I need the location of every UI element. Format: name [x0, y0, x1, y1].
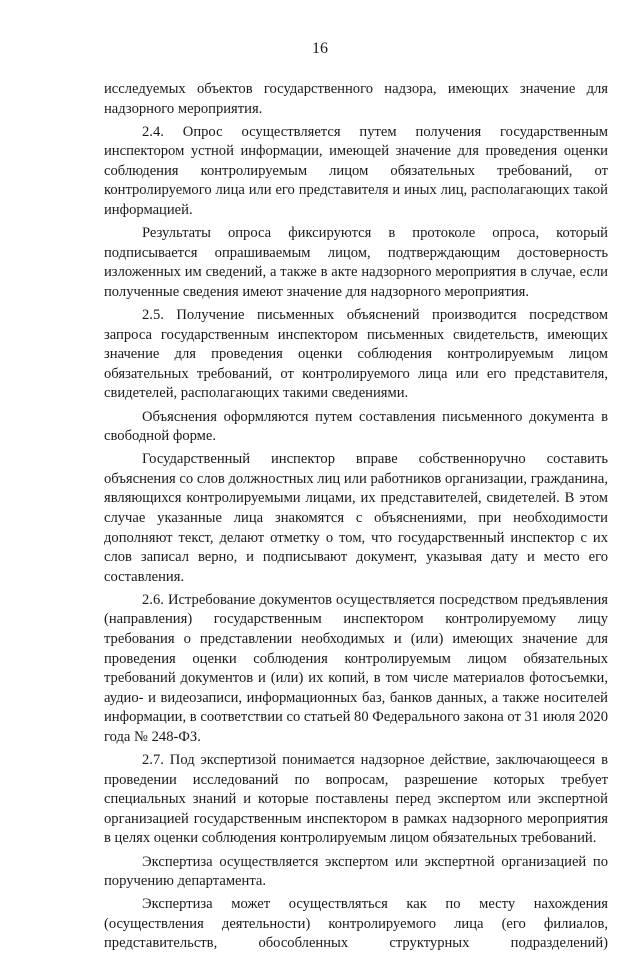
- document-body: [104, 80, 608, 958]
- paragraph-expertise-location: Экспертиза может осуществляться как по месту нахождения (осуществления деятельности) контролируемого лица (его филиалов, представительств, обособленных структурных подразделений): [104, 896, 608, 952]
- paragraph-expertise-performer: Экспертиза осуществляется экспертом или экспертной организацией по поручению департамента.: [104, 853, 608, 890]
- paragraph-2-5-written-explanations: 2.5. Получение письменных объяснений производится посредством запроса государственным инспектором письменных свидетельств, имеющих значение для проведения оценки соблюдения контролируемым лицом обязательных требований, от контролируемого лица или его представителя, свидетелей, располагающих такими сведениями.: [104, 307, 608, 402]
- paragraph-2-6-document-request: 2.6. Истребование документов осуществляется посредством предъявления (направления) государственным инспектором контролируемому лицу требования о представлении необходимых и (или) имеющих значение для проведения оценки соблюдения контролируемым лицом обязательных требований документов и (или) их копий, в том числе материалов фотосъемки, аудио- и видеозаписи, информационных баз, банков данных, а также носителей информации, в соответствии со статьей 80 Федерального закона от 31 июля 2020 года № 248-ФЗ.: [104, 591, 608, 745]
- paragraph-survey-results: Результаты опроса фиксируются в протоколе опроса, который подписывается опрашиваемым лицом, подтверждающим достоверность изложенных им сведений, а также в акте надзорного мероприятия в случае, если полученные сведения имеют значение для надзорного мероприятия.: [104, 225, 608, 300]
- paragraph-continuation: исследуемых объектов государственного надзора, имеющих значение для надзорного мероприятия.: [104, 81, 608, 117]
- paragraph-explanations-form: Объяснения оформляются путем составления письменного документа в свободной форме.: [104, 408, 608, 445]
- paragraph-2-4-survey: 2.4. Опрос осуществляется путем получения государственным инспектором устной информации, имеющей значение для проведения оценки соблюдения контролируемым лицом обязательных требований, от контролируемого лица или его представителя и иных лиц, располагающих такой информацией.: [104, 123, 608, 219]
- paragraph-inspector-explanations: Государственный инспектор вправе собственноручно составить объяснения со слов должностных лиц или работников организации, гражданина, являющихся контролируемыми лицами, их представителей, свидетелей. В этом случае указанные лица знакомятся с объяснениями, при необходимости дополняют текст, делают отметку о том, что государственный инспектор с их слов записал верно, и подписывают документ, указывая дату и место его составления.: [104, 451, 608, 585]
- paragraph-2-7-expertise: 2.7. Под экспертизой понимается надзорное действие, заключающееся в проведении исследований по вопросам, разрешение которых требует специальных знаний и которые поставлены перед экспертом или экспертной организацией государственным инспектором в рамках надзорного мероприятия в целях оценки соблюдения контролируемым лицом обязательных требований.: [104, 752, 608, 847]
- page-number: 16: [312, 40, 328, 57]
